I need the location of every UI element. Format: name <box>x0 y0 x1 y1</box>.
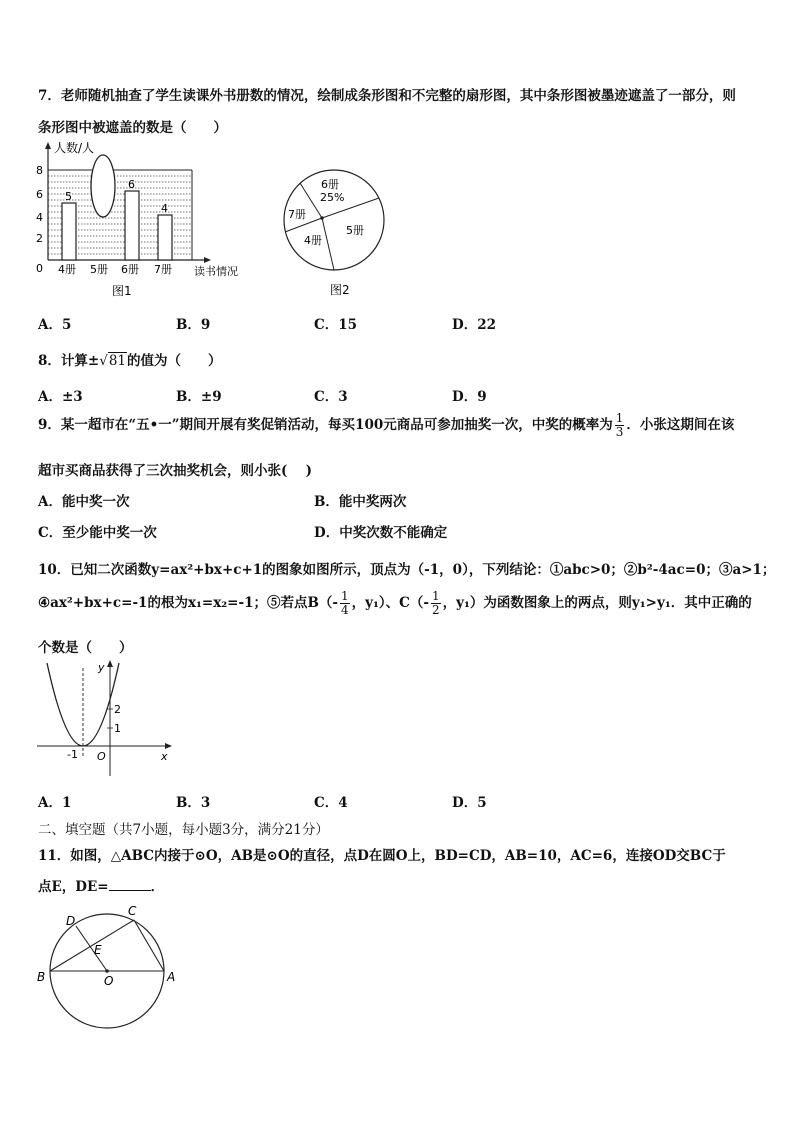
bar-label-5: 5 <box>65 190 72 203</box>
x-cat-7: 7册 <box>154 263 172 276</box>
graph-y-label: y <box>98 661 105 674</box>
bar-7-books <box>158 215 172 260</box>
fig2-caption: 图2 <box>330 283 350 297</box>
point-label-b: B <box>37 970 46 984</box>
q9-option-a[interactable]: A．能中奖一次 <box>38 494 130 510</box>
pie-label-6: 6册 <box>321 178 339 191</box>
q8-suffix: 的值为（ ） <box>127 353 222 369</box>
q10-parabola-graph <box>35 658 180 780</box>
q7-option-c[interactable]: C．15 <box>314 317 358 333</box>
pie-label-4: 4册 <box>304 234 322 247</box>
q8-option-b[interactable]: B．±9 <box>176 389 222 405</box>
q8-radicand: 81 <box>108 353 127 369</box>
q7-line1: 7．老师随机抽查了学生读课外书册数的情况，绘制成条形图和不完整的扇形图，其中条形图被墨迹遮盖了一部分，则 <box>38 88 736 104</box>
q10-option-d[interactable]: D．5 <box>452 795 487 811</box>
bar-4-books <box>62 203 76 260</box>
y-tick-6: 6 <box>36 188 43 201</box>
y-tick-2: 2 <box>36 232 43 245</box>
q7-line2: 条形图中被遮盖的数是（ ） <box>38 120 227 136</box>
fig1-caption: 图1 <box>112 284 132 298</box>
bar-label-6: 6 <box>128 178 135 191</box>
q9-option-d[interactable]: D．中奖次数不能确定 <box>314 525 448 541</box>
q11-answer-blank[interactable] <box>109 879 151 891</box>
x-axis-label: 读书情况 <box>194 265 238 278</box>
q10-option-a[interactable]: A．1 <box>38 795 72 811</box>
graph-origin: O <box>97 750 106 763</box>
ink-blot <box>91 155 115 217</box>
x-cat-5: 5册 <box>90 263 108 276</box>
q7-option-d[interactable]: D．22 <box>452 317 496 333</box>
y-tick-8: 8 <box>36 164 43 177</box>
q10-line2 <box>38 590 752 617</box>
y-tick-4: 4 <box>36 211 43 224</box>
q9-line1a: 9．某一超市在“五•一”期间开展有奖促销活动，每买100元商品可参加抽奖一次，中奖的概率为 <box>38 417 613 433</box>
q9-option-c[interactable]: C．至少能中奖一次 <box>38 525 157 541</box>
pie-pct-6: 25% <box>320 191 345 204</box>
q10-line2a: ④ax²+bx+c=-1的根为x₁=x₂=-1；⑤若点B（- <box>38 595 339 611</box>
q9-option-b[interactable]: B．能中奖两次 <box>314 494 407 510</box>
bar-label-4: 4 <box>161 202 168 215</box>
y-tick-0: 0 <box>36 262 43 275</box>
q8-option-a[interactable]: A．±3 <box>38 389 83 405</box>
point-label-e: E <box>94 943 102 957</box>
q10-fraction-2: $\frac{1}{2}$ <box>432 589 440 617</box>
q8-option-c[interactable]: C．3 <box>314 389 348 405</box>
q11-line1: 11．如图，△ABC内接于⊙O，AB是⊙O的直径，点D在圆O上，BD=CD，AB=10，AC=6，连接OD交BC于 <box>38 848 726 864</box>
q11-line2-end: ． <box>150 879 165 895</box>
q10-option-c[interactable]: C．4 <box>314 795 348 811</box>
pie-label-5: 5册 <box>346 224 364 237</box>
graph-tick-2: 2 <box>114 703 121 716</box>
pie-label-7: 7册 <box>288 208 306 221</box>
q9-line2: 超市买商品获得了三次抽奖机会，则小张( ) <box>38 463 312 479</box>
graph-tick-1: 1 <box>114 722 121 735</box>
q10-option-b[interactable]: B．3 <box>176 795 211 811</box>
point-label-d: D <box>66 914 76 928</box>
q11-circle-figure <box>32 900 182 1035</box>
q7-option-b[interactable]: B．9 <box>176 317 211 333</box>
q10-line1: 10．已知二次函数y=ax²+bx+c+1的图象如图所示，顶点为（-1，0），下列结论：①abc>0；②b²-4ac=0；③a>1； <box>38 562 776 578</box>
q10-line3: 个数是（ ） <box>38 640 133 656</box>
x-cat-4: 4册 <box>58 263 76 276</box>
y-axis-label: 人数/人 <box>54 141 95 155</box>
bar-6-books <box>125 191 139 260</box>
x-cat-6: 6册 <box>121 263 139 276</box>
graph-tick-neg1: -1 <box>67 748 78 761</box>
q9-line1 <box>38 412 734 439</box>
graph-x-label: x <box>161 750 168 763</box>
q8-option-d[interactable]: D．9 <box>452 389 487 405</box>
q10-fraction-1: $\frac{1}{4}$ <box>341 589 349 617</box>
q10-line2c: ，y₁）为函数图象上的两点，则y₁>y₁．其中正确的 <box>442 595 752 611</box>
q7-pie-chart <box>275 168 395 303</box>
point-label-o: O <box>104 974 114 988</box>
point-label-a: A <box>167 970 176 984</box>
q11-line2-text: 点E，DE= <box>38 879 109 895</box>
q8-line: 8．计算±√81的值为（ ） <box>38 353 222 369</box>
q10-line2b: ，y₁）、C（- <box>351 595 430 611</box>
q9-fraction: $\frac{1}{3}$ <box>615 411 624 439</box>
q11-line2 <box>38 875 164 895</box>
point-label-c: C <box>128 904 137 918</box>
q9-line1b: ．小张这期间在该 <box>626 417 735 433</box>
section-2-heading: 二、填空题（共7小题，每小题3分，满分21分） <box>38 822 329 838</box>
q7-option-a[interactable]: A．5 <box>38 317 72 333</box>
q7-bar-chart <box>30 138 260 303</box>
q8-prefix: 8．计算± <box>38 353 100 369</box>
